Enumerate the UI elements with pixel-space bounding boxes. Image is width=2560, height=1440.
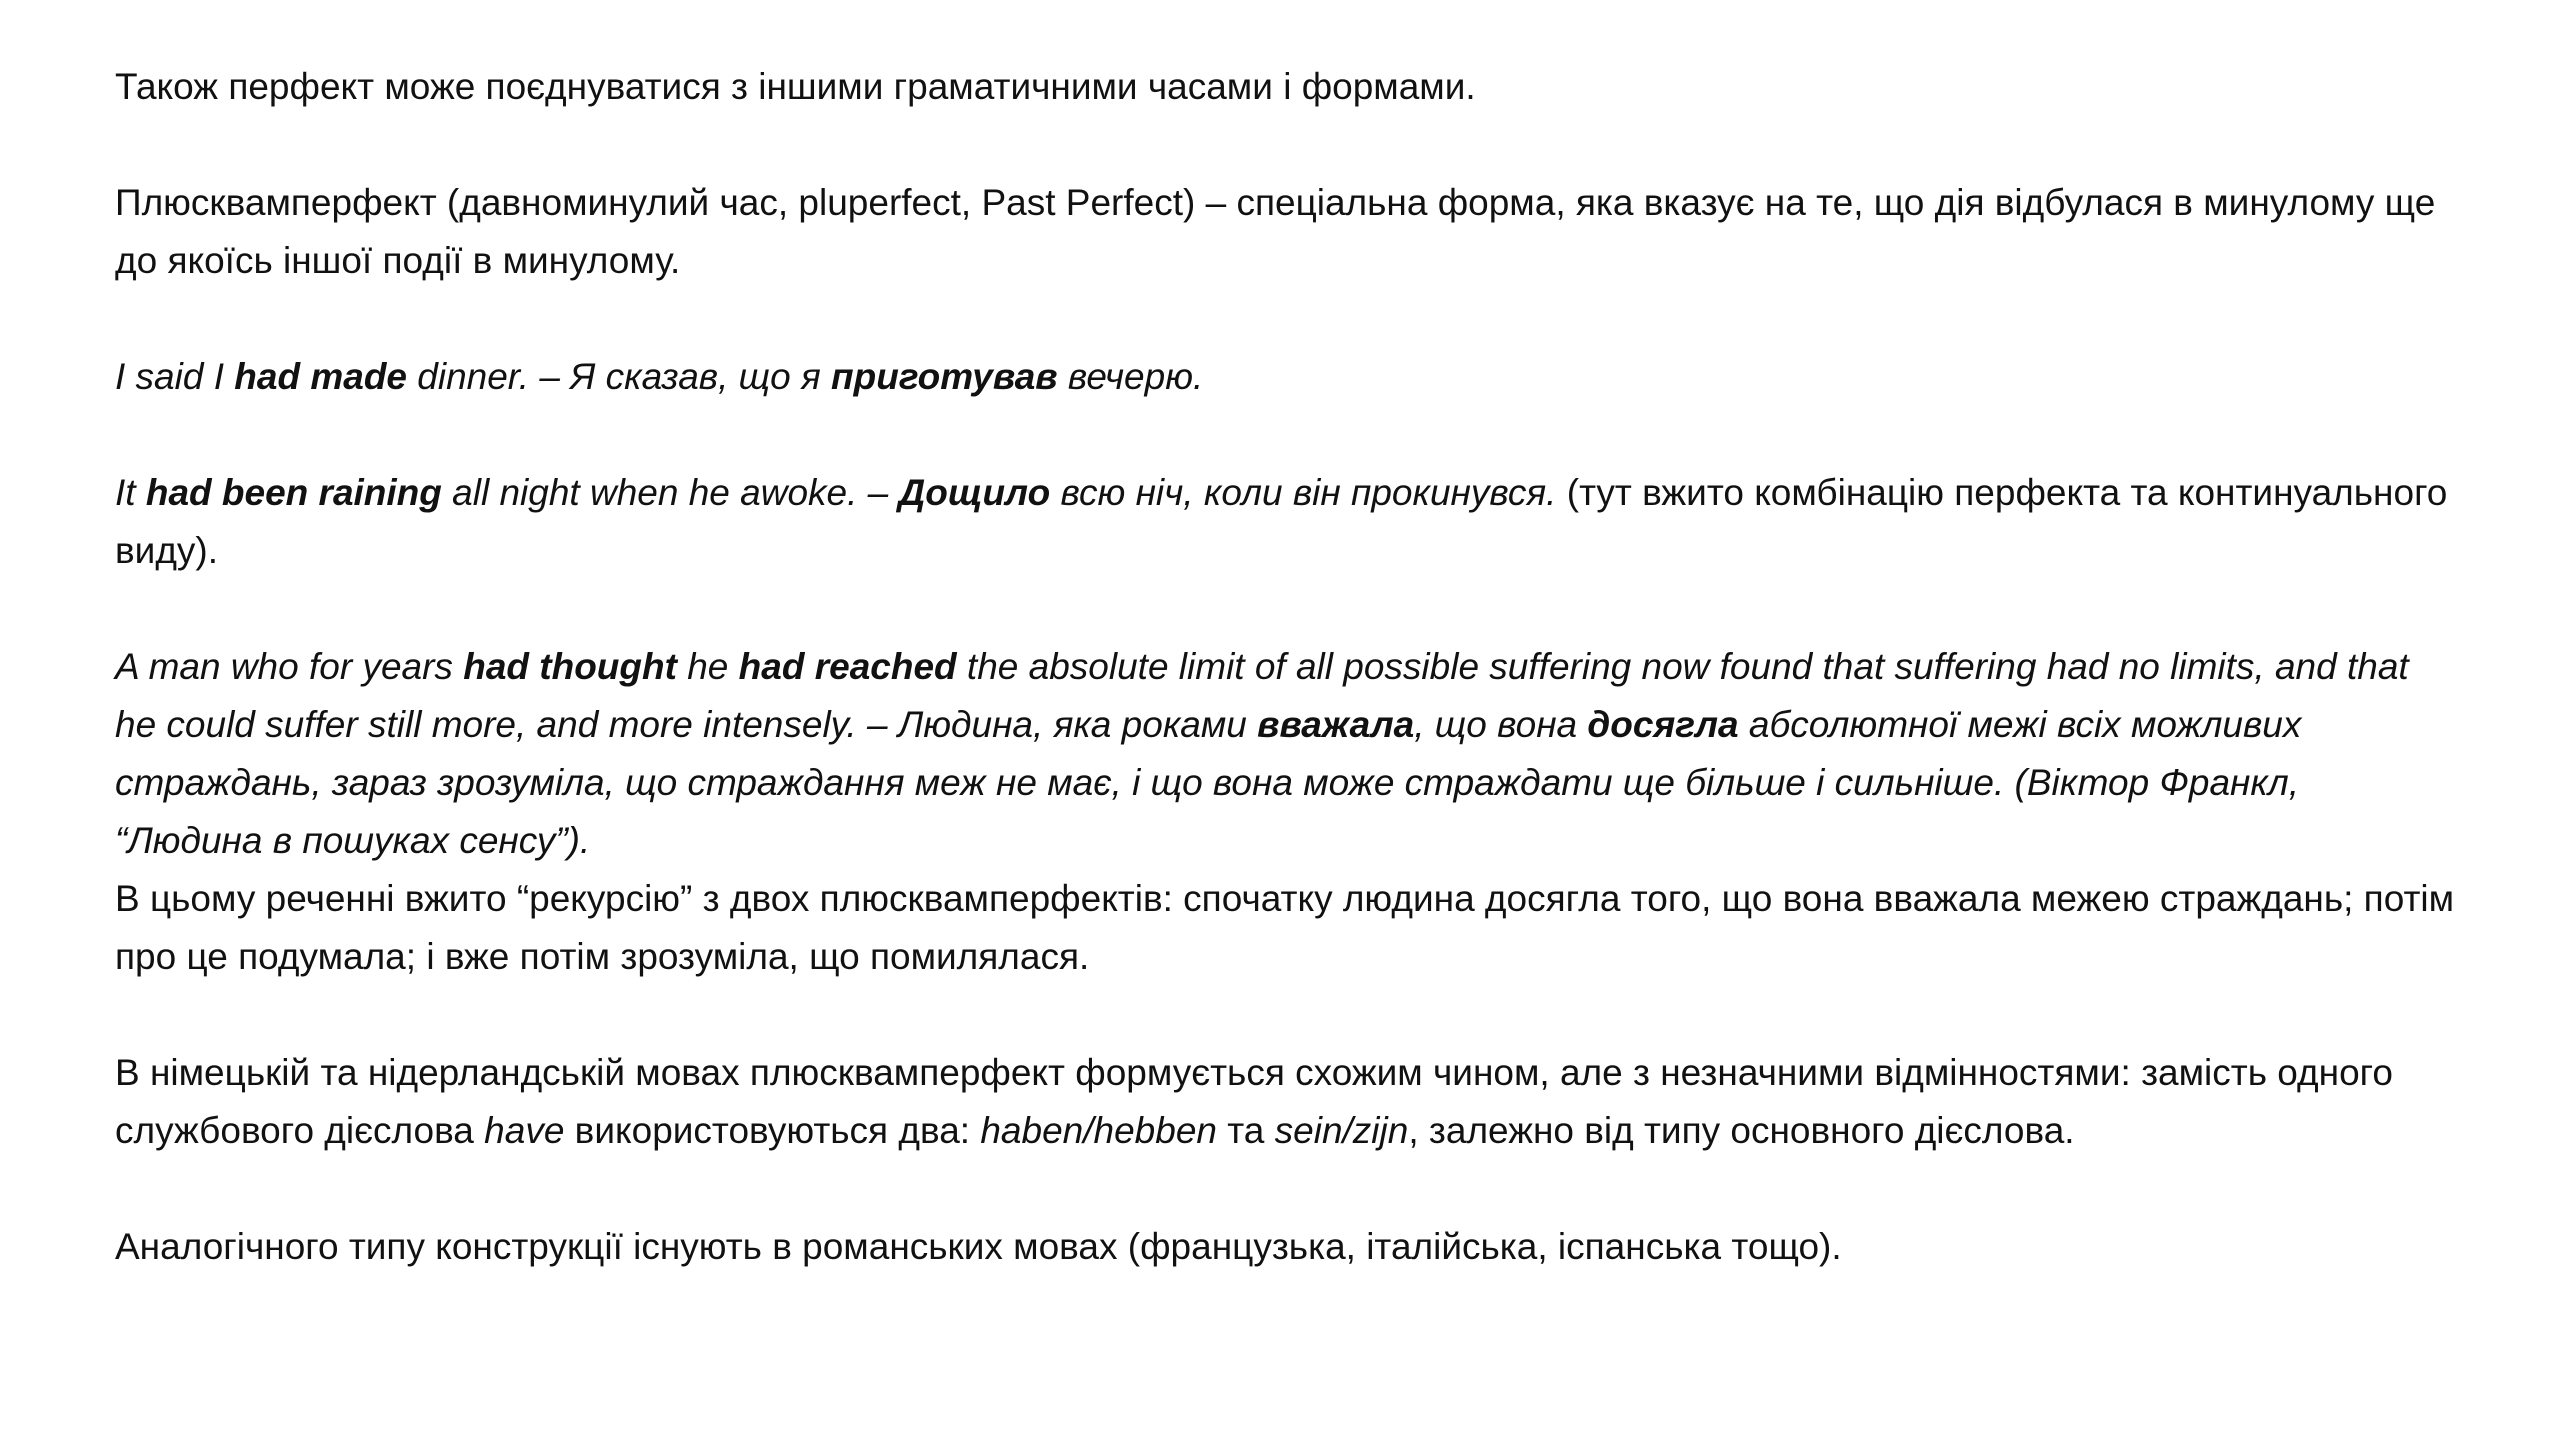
paragraph — [115, 58, 2455, 116]
emphasized-text: приготував — [831, 356, 1058, 397]
italic-text: have — [484, 1110, 565, 1151]
italic-text: all night when he awoke. – — [441, 472, 899, 513]
italic-text: вечерю. — [1057, 356, 1204, 397]
paragraph — [115, 1218, 2455, 1276]
italic-text: It — [115, 472, 146, 513]
text-segment: (тут вжито комбінацію перфекта та континуального виду). — [115, 472, 2448, 571]
emphasized-text: had reached — [738, 646, 957, 687]
italic-text: haben/hebben — [980, 1110, 1217, 1151]
paragraph — [115, 870, 2455, 986]
italic-text: абсолютної межі всіх можливих страждань, зараз зрозуміла, що страждання меж не має, і що вона може страждати ще більше і сильніше. (Віктор Франкл, “Людина в пошуках сенсу”). — [115, 704, 2302, 861]
emphasized-text: had thought — [463, 646, 677, 687]
text-segment: В німецькій та нідерландській мовах плюсквамперфект формується схожим чином, але з незначними відмінностями: замість одного службового дієслова — [115, 1052, 2393, 1151]
emphasized-text: Дощило — [898, 472, 1051, 513]
emphasized-text: вважала — [1257, 704, 1415, 745]
paragraph — [115, 1044, 2455, 1160]
italic-text: dinner. – Я сказав, що я — [407, 356, 832, 397]
italic-text: sein/zijn — [1274, 1110, 1409, 1151]
paragraph — [115, 464, 2455, 580]
text-segment: , залежно від типу основного дієслова. — [1408, 1110, 2075, 1151]
italic-text: A man who for years — [115, 646, 464, 687]
emphasized-text: had been raining — [145, 472, 442, 513]
emphasized-text: досягла — [1587, 704, 1739, 745]
text-segment: та — [1216, 1110, 1275, 1151]
text-segment: Також перфект може поєднуватися з іншими граматичними часами і формами. — [115, 66, 1476, 107]
italic-text: всю ніч, коли він прокинувся. — [1050, 472, 1557, 513]
document-body — [115, 58, 2455, 1334]
paragraph — [115, 174, 2455, 290]
text-segment: використовуються два: — [564, 1110, 981, 1151]
italic-text: I said I — [115, 356, 235, 397]
paragraph — [115, 348, 2455, 406]
text-segment: Аналогічного типу конструкції існують в романських мовах (французька, італійська, іспанська тощо). — [115, 1226, 1842, 1267]
italic-text: , що вона — [1414, 704, 1588, 745]
italic-text: the absolute limit of all possible suffering now found that suffering had no limits, and that he could suffer still more, and more intensely. – Людина, яка роками — [115, 646, 2409, 745]
text-segment: В цьому реченні вжито “рекурсію” з двох плюсквамперфектів: спочатку людина досягла того, що вона вважала межею страждань; потім про це подумала; і вже потім зрозуміла, що помилялася. — [115, 878, 2455, 977]
emphasized-text: had made — [234, 356, 407, 397]
italic-text: he — [676, 646, 739, 687]
paragraph — [115, 638, 2455, 870]
text-segment: Плюсквамперфект (давноминулий час, pluperfect, Past Perfect) – спеціальна форма, яка вказує на те, що дія відбулася в минулому ще до якоїсь іншої події в минулому. — [115, 182, 2436, 281]
